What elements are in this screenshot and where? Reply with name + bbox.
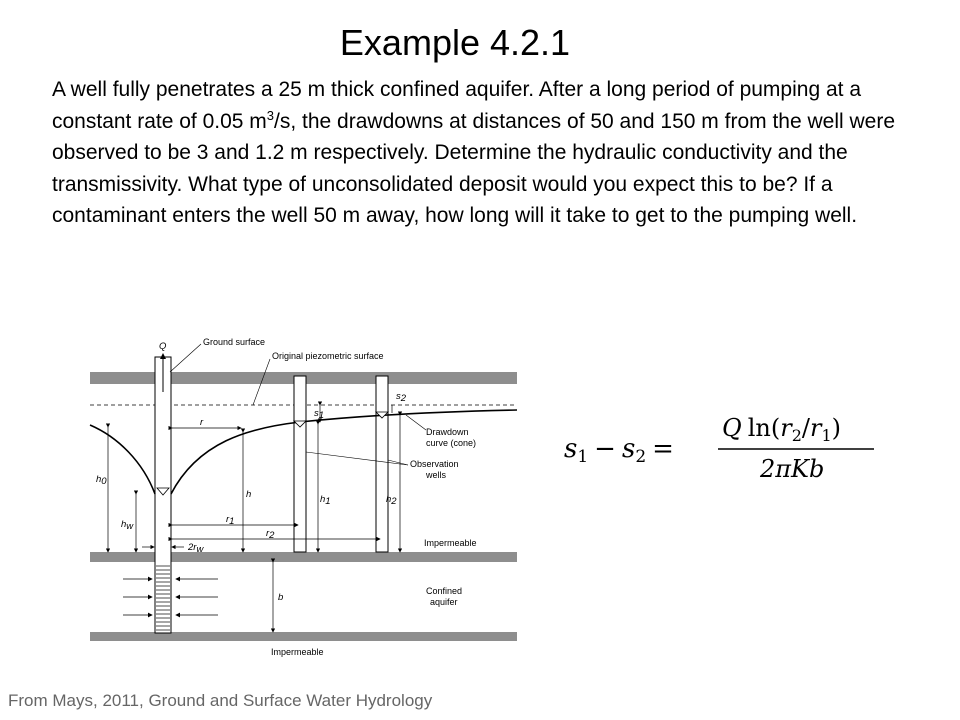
s2-symbol: s2: [396, 391, 407, 404]
observation-leader-1: [306, 452, 408, 465]
ground-surface-leader: [170, 344, 201, 372]
cubic-superscript: 3: [266, 107, 275, 123]
r1-symbol: r1: [226, 514, 235, 527]
lower-impermeable-band: [90, 632, 517, 641]
drawdown-curve-leader: [406, 415, 426, 430]
drawdown-label-1: Drawdown: [426, 427, 469, 437]
denominator: 2πKb: [760, 455, 825, 483]
drawdown-label-2: curve (cone): [426, 438, 477, 448]
confined-label-1: Confined: [426, 586, 463, 596]
upper-impermeable-band: [90, 552, 517, 562]
observation-label-2: wells: [426, 470, 447, 480]
r2-symbol: r2: [266, 528, 275, 541]
observation-well-2: [376, 376, 388, 552]
source-citation: From Mays, 2011, Ground and Surface Water Hydrology: [8, 691, 433, 710]
problem-statement: [52, 74, 912, 232]
q-symbol: Q: [159, 341, 167, 352]
observation-leader-2: [388, 460, 408, 465]
h1-symbol: h1: [320, 494, 331, 507]
problem-text-part2: /s, the drawdowns at distances of 50 and 150 m from the well were observed to be 3 and 1.2 m respectively. Determine the hydraulic conductivity and the transmissivity. What type of unconsolidated deposit would you expect this to be? If a contaminant enters the well 50 m away, how long will it take to get to the pumping well.: [52, 109, 896, 227]
original-surface-label: Original piezometric surface: [272, 351, 384, 361]
h-symbol: h: [246, 489, 252, 500]
b-symbol: b: [278, 592, 284, 603]
problem-text-part1: A well fully penetrates a 25 m thick confined aquifer. After a long period of pumping at a constant rate of 0.05 m: [52, 78, 861, 133]
ground-surface-label: Ground surface: [203, 337, 266, 347]
numerator: Q $\ln(r_2/r_1)$: [722, 414, 842, 445]
impermeable-top-label: Impermeable: [424, 538, 477, 548]
h2-symbol: h2: [386, 494, 397, 507]
s1-symbol: s1: [314, 408, 325, 421]
observation-label-1: Observation: [410, 459, 459, 469]
observation-well-1: [294, 376, 306, 552]
h0-symbol: h0: [96, 474, 107, 487]
thiem-equation: [562, 400, 882, 490]
confined-aquifer-diagram: [88, 332, 528, 662]
r-symbol: r: [200, 417, 204, 428]
impermeable-bottom-label: Impermeable: [271, 647, 324, 657]
lhs: s1 − s2 =: [564, 434, 674, 467]
2rw-symbol: 2rw: [188, 542, 204, 555]
slide-title: Example 4.2.1: [339, 22, 571, 63]
confined-label-2: aquifer: [430, 597, 458, 607]
hw-symbol: hw: [121, 519, 134, 532]
